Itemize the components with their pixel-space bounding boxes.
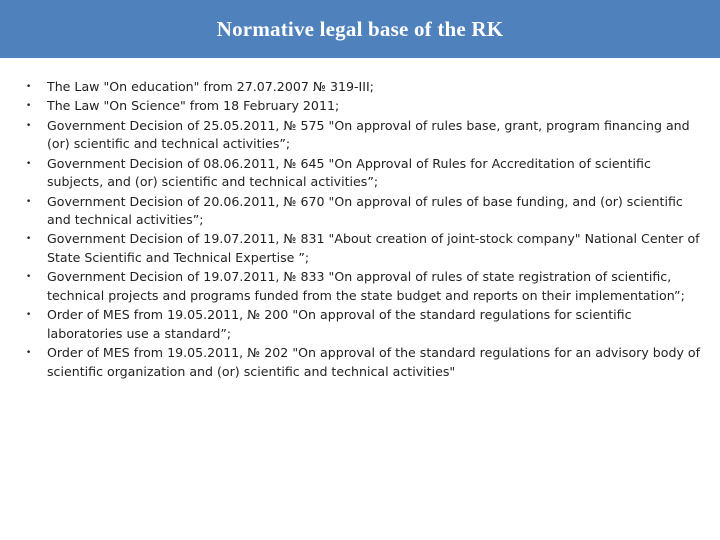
list-item (26, 306, 710, 343)
bullet-icon: • (26, 310, 32, 321)
list-item (26, 117, 710, 154)
bullet-icon: • (26, 272, 32, 283)
list-item-text: Order of MES from 19.05.2011, № 202 "On approval of the standard regulations for an advisory body of scientific organization and (or) scientific and technical activities" (47, 345, 701, 379)
list-item-text: The Law "On Science" from 18 February 2011; (47, 98, 340, 114)
slide-title: Normative legal base of the RK (216, 16, 504, 41)
list-item (26, 97, 710, 116)
bullet-icon: • (26, 348, 32, 359)
bullet-icon: • (26, 234, 32, 245)
bullet-icon: • (26, 101, 32, 112)
list-item (26, 230, 710, 267)
bullet-icon: • (26, 196, 32, 207)
legal-base-list (26, 78, 710, 382)
list-item (26, 155, 710, 192)
list-item-text: Government Decision of 19.07.2011, № 831 "About creation of joint-stock company" National Center of State Scientific and Technical Expertise ”; (47, 231, 700, 265)
bullet-icon: • (26, 120, 32, 131)
list-item (26, 193, 710, 230)
list-item-text: Order of MES from 19.05.2011, № 200 "On approval of the standard regulations for scientific laboratories use a standard”; (47, 307, 632, 341)
bullet-icon: • (26, 82, 32, 92)
list-item (26, 78, 710, 97)
list-item-text: Government Decision of 25.05.2011, № 575 "On approval of rules base, grant, program financing and (or) scientific and technical activities”; (47, 117, 690, 152)
list-item (26, 344, 710, 381)
title-bar (0, 0, 720, 58)
list-item-text: Government Decision of 20.06.2011, № 670 "On approval of rules of base funding, and (or) scientific and technical activities”; (47, 193, 683, 228)
list-item-text: The Law "On education" from 27.07.2007 № 319-III; (47, 79, 374, 94)
list-item (26, 268, 710, 305)
list-item-text: Government Decision of 19.07.2011, № 833 "On approval of rules of state registration of scientific, technical projects and programs funded from the state budget and reports on their implementation”; (47, 269, 685, 303)
list-item-text: Government Decision of 08.06.2011, № 645 "On Approval of Rules for Accreditation of scientific subjects, and (or) scientific and technical activities”; (47, 155, 651, 190)
bullet-icon: • (26, 158, 32, 169)
